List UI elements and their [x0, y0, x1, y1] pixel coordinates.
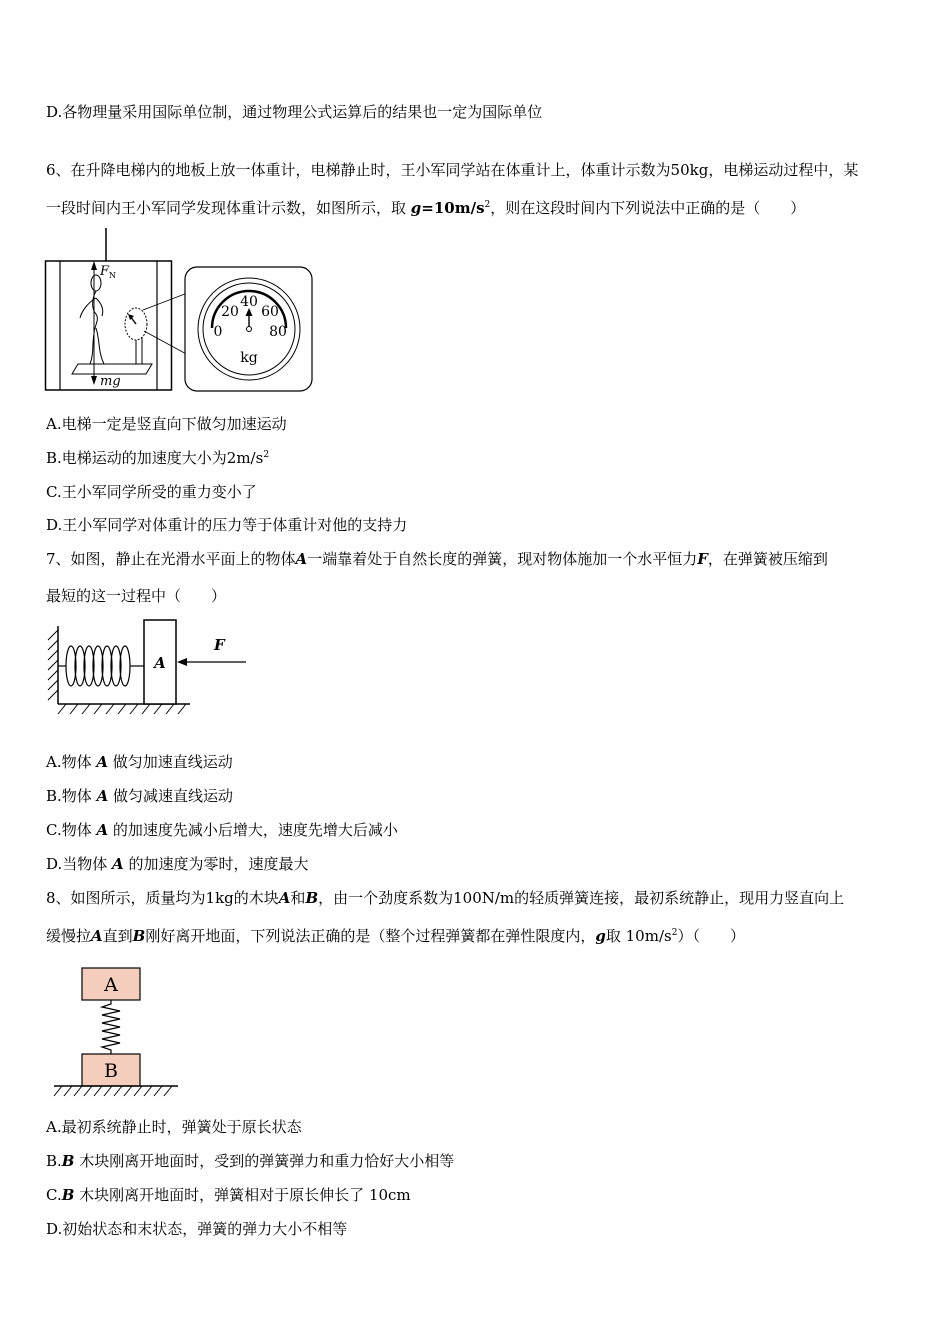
spring-icon — [58, 646, 144, 686]
q7-option-b: B.物体 A 做匀减速直线运动 — [46, 787, 233, 805]
q8-stem-line1: 8、如图所示，质量均为1kg的木块A和B，由一个劲度系数为100N/m的轻质弹簧连接，最初系统静止，现用力竖直向上 — [46, 889, 845, 907]
q6-option-a: A.电梯一定是竖直向下做匀加速运动 — [46, 415, 287, 433]
force-fn-label: $F_N$ — [100, 264, 117, 280]
q6-option-d: D.王小军同学对体重计的压力等于体重计对他的支持力 — [46, 516, 408, 534]
q8-option-d: D.初始状态和末状态，弹簧的弹力大小不相等 — [46, 1220, 348, 1238]
q8-blocks-figure — [50, 966, 182, 1104]
q7-stem-line2: 最短的这一过程中（ ） — [46, 587, 227, 605]
q6-stem-line2: 一段时间内王小军同学发现体重计示数，如图所示，取 $g=10m/s^2$，则在这段时间内下列说法中正确的是（ ） — [46, 199, 806, 217]
scale-tick-80: 80 — [269, 324, 287, 340]
q8-stem-line2: 缓慢拉A直到B刚好离开地面，下列说法正确的是（整个过程弹簧都在弹性限度内，g取 $10m/s^2$）（ ） — [46, 927, 745, 945]
scale-tick-0: 0 — [213, 324, 223, 340]
q6-elevator-figure — [44, 228, 316, 394]
q6-option-b: B.电梯运动的加速度大小为$2m/s^2$ — [46, 449, 270, 467]
scale-tick-40: 40 — [240, 294, 258, 310]
q6-option-c: C.王小军同学所受的重力变小了 — [46, 483, 257, 501]
block-a-label: A — [104, 974, 118, 996]
block-a-label: A — [154, 654, 166, 672]
q7-stem-line1: 7、如图，静止在光滑水平面上的物体A一端靠着处于自然长度的弹簧，现对物体施加一个水平恒力F，在弹簧被压缩到 — [46, 550, 828, 568]
q7-option-a: A.物体 A 做匀加速直线运动 — [46, 753, 233, 771]
q5-option-d: D.各物理量采用国际单位制，通过物理公式运算后的结果也一定为国际单位 — [46, 103, 543, 121]
q6-stem-line1: 6、在升降电梯内的地板上放一体重计，电梯静止时，王小军同学站在体重计上，体重计示数为50kg，电梯运动过程中，某 — [46, 161, 859, 179]
block-b-label: B — [104, 1060, 118, 1082]
scale-tick-60: 60 — [261, 304, 279, 320]
q8-option-a: A.最初系统静止时，弹簧处于原长状态 — [46, 1118, 302, 1136]
q7-spring-figure — [44, 618, 250, 718]
q7-option-c: C.物体 A 的加速度先减小后增大，速度先增大后减小 — [46, 821, 398, 839]
q8-option-c: C.B 木块刚离开地面时，弹簧相对于原长伸长了 10cm — [46, 1186, 411, 1204]
q8-option-b: B.B 木块刚离开地面时，受到的弹簧弹力和重力恰好大小相等 — [46, 1152, 455, 1170]
force-f-label: F — [214, 636, 225, 654]
spring-icon — [102, 1000, 120, 1054]
scale-tick-20: 20 — [221, 304, 239, 320]
force-mg-label: mg — [100, 374, 121, 389]
scale-unit: kg — [240, 350, 258, 366]
q7-option-d: D.当物体 A 的加速度为零时，速度最大 — [46, 855, 309, 873]
